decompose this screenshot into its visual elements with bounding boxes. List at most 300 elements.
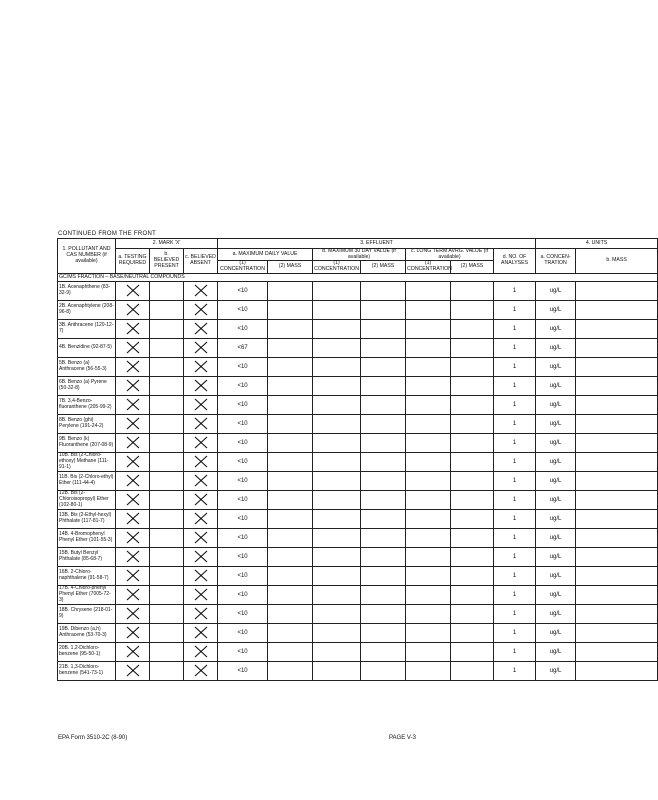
max-daily-concentration: <10	[218, 357, 268, 376]
max-30-mass	[361, 642, 406, 661]
max-30-mass	[361, 661, 406, 680]
number-of-analyses: 1	[494, 623, 536, 642]
number-of-analyses: 1	[494, 452, 536, 471]
number-of-analyses: 1	[494, 376, 536, 395]
believed-absent-cell	[184, 566, 218, 585]
pollutant-table	[57, 238, 658, 681]
conc-header: (1) CONCENTRATION	[218, 261, 268, 273]
testing-required-cell	[116, 547, 150, 566]
max-30-concentration	[313, 376, 361, 395]
max-30-mass	[361, 300, 406, 319]
testing-required-cell	[116, 281, 150, 300]
max-daily-concentration: <10	[218, 547, 268, 566]
max-daily-concentration: <10	[218, 509, 268, 528]
pollutant-name: 2B. Acenaphtylene (208-96-8)	[58, 300, 116, 319]
mass-unit	[576, 414, 658, 433]
table-row	[58, 604, 658, 623]
mark-x-header: 2. MARK 'X'	[116, 239, 218, 249]
number-of-analyses: 1	[494, 319, 536, 338]
long-term-concentration	[406, 376, 451, 395]
long-term-mass	[451, 528, 494, 547]
units-header: 4. UNITS	[536, 239, 658, 249]
x-mark-icon	[117, 455, 148, 468]
mass-unit	[576, 433, 658, 452]
mass-unit	[576, 509, 658, 528]
number-of-analyses: 1	[494, 528, 536, 547]
conc-header: (1) CONCENTRATION	[314, 260, 359, 273]
x-mark-icon	[117, 645, 148, 658]
testing-required-cell	[116, 604, 150, 623]
max-daily-mass	[268, 547, 313, 566]
mass-unit	[576, 623, 658, 642]
table-row	[58, 623, 658, 642]
x-mark-icon	[185, 303, 216, 316]
units-mass-header: b. MASS	[576, 249, 658, 274]
believed-present-header: b. BELIEVED PRESENT	[150, 249, 184, 274]
long-term-concentration	[406, 414, 451, 433]
max-daily-mass	[268, 281, 313, 300]
mass-header: (2) MASS	[451, 261, 494, 273]
number-of-analyses: 1	[494, 566, 536, 585]
believed-absent-cell	[184, 376, 218, 395]
concentration-unit: ug/L	[536, 490, 576, 509]
max-daily-concentration: <10	[218, 585, 268, 604]
believed-absent-cell	[184, 471, 218, 490]
long-term-concentration	[406, 585, 451, 604]
max-30-concentration	[313, 319, 361, 338]
pollutant-name: 18B. Chrysene (218-01-9)	[58, 604, 116, 623]
max-daily-concentration: <10	[218, 452, 268, 471]
long-term-concentration	[406, 471, 451, 490]
concentration-unit: ug/L	[536, 623, 576, 642]
concentration-unit: ug/L	[536, 357, 576, 376]
believed-present-cell	[150, 661, 184, 680]
testing-required-cell	[116, 357, 150, 376]
long-term-concentration	[406, 661, 451, 680]
long-term-mass	[451, 623, 494, 642]
concentration-unit: ug/L	[536, 642, 576, 661]
max-daily-mass	[268, 338, 313, 357]
testing-required-cell	[116, 452, 150, 471]
pollutant-name: 1B. Acenaphthene (83-32-9)	[58, 281, 116, 300]
long-term-concentration	[406, 623, 451, 642]
long-term-mass	[451, 642, 494, 661]
believed-absent-cell	[184, 585, 218, 604]
pollutant-name: 8B. Benzo (ghi) Perylene (191-24-2)	[58, 414, 116, 433]
long-term-concentration	[406, 395, 451, 414]
long-term-mass	[451, 395, 494, 414]
concentration-unit: ug/L	[536, 509, 576, 528]
max-daily-concentration: <10	[218, 300, 268, 319]
long-term-mass	[451, 281, 494, 300]
table-row	[58, 490, 658, 509]
mass-unit	[576, 338, 658, 357]
long-term-concentration	[406, 300, 451, 319]
max-daily-mass	[268, 566, 313, 585]
long-term-concentration	[406, 566, 451, 585]
concentration-unit: ug/L	[536, 452, 576, 471]
believed-absent-cell	[184, 623, 218, 642]
x-mark-icon	[117, 664, 148, 677]
long-term-mass	[451, 604, 494, 623]
pollutant-name: 6B. Benzo (a) Pyrene (50-32-8)	[58, 376, 116, 395]
x-mark-icon	[185, 493, 216, 506]
mass-unit	[576, 319, 658, 338]
long-term-concentration	[406, 528, 451, 547]
x-mark-icon	[117, 360, 148, 373]
max-daily-mass	[268, 319, 313, 338]
long-term-concentration	[406, 452, 451, 471]
long-term-concentration	[406, 338, 451, 357]
max-daily-mass	[268, 661, 313, 680]
max-30-concentration	[313, 281, 361, 300]
believed-absent-cell	[184, 319, 218, 338]
believed-present-cell	[150, 281, 184, 300]
believed-absent-cell	[184, 547, 218, 566]
max-30-mass	[361, 452, 406, 471]
max-daily-mass	[268, 357, 313, 376]
max-daily-concentration: <10	[218, 490, 268, 509]
effluent-header: 3. EFFLUENT	[218, 239, 536, 249]
max-daily-mass	[268, 414, 313, 433]
believed-present-cell	[150, 585, 184, 604]
table-row	[58, 585, 658, 604]
max-daily-mass	[268, 395, 313, 414]
long-term-header: c. LONG TERM AVRG. VALUE (if available)	[406, 249, 494, 261]
long-term-concentration	[406, 642, 451, 661]
long-term-concentration	[406, 319, 451, 338]
pollutant-name: 17B. 4-Chloro-phenyl Phenyl Ether (7005-72-3)	[58, 585, 116, 604]
testing-required-cell	[116, 566, 150, 585]
concentration-unit: ug/L	[536, 566, 576, 585]
max-30-concentration	[313, 566, 361, 585]
long-term-concentration	[406, 281, 451, 300]
believed-absent-cell	[184, 433, 218, 452]
believed-absent-cell	[184, 661, 218, 680]
believed-present-cell	[150, 490, 184, 509]
concentration-unit: ug/L	[536, 338, 576, 357]
believed-absent-cell	[184, 642, 218, 661]
long-term-concentration	[406, 490, 451, 509]
max-daily-mass	[268, 452, 313, 471]
pollutant-name: 11B. Bis (2-Chloro-ethyl) Ether (111-44-4)	[58, 471, 116, 490]
page-number: PAGE V-3	[389, 735, 416, 741]
mass-unit	[576, 395, 658, 414]
max-30-mass	[361, 433, 406, 452]
believed-absent-cell	[184, 452, 218, 471]
mass-unit	[576, 376, 658, 395]
max-daily-mass	[268, 585, 313, 604]
table-row	[58, 281, 658, 300]
number-of-analyses: 1	[494, 490, 536, 509]
x-mark-icon	[117, 550, 148, 563]
concentration-unit: ug/L	[536, 414, 576, 433]
x-mark-icon	[185, 284, 216, 297]
believed-present-cell	[150, 471, 184, 490]
testing-required-cell	[116, 528, 150, 547]
max-daily-concentration: <10	[218, 566, 268, 585]
x-mark-icon	[185, 398, 216, 411]
believed-present-cell	[150, 395, 184, 414]
believed-present-cell	[150, 528, 184, 547]
max-30-mass	[361, 490, 406, 509]
believed-present-cell	[150, 604, 184, 623]
max-daily-mass	[268, 433, 313, 452]
max-daily-concentration: <67	[218, 338, 268, 357]
concentration-unit: ug/L	[536, 395, 576, 414]
max-30-concentration	[313, 528, 361, 547]
max-daily-concentration: <10	[218, 642, 268, 661]
believed-absent-cell	[184, 357, 218, 376]
pollutant-name: 16B. 2-Chloro-naphthalene (91-58-7)	[58, 566, 116, 585]
testing-required-cell	[116, 395, 150, 414]
believed-present-cell	[150, 338, 184, 357]
mass-header: (2) MASS	[268, 261, 313, 273]
x-mark-icon	[185, 379, 216, 392]
concentration-unit: ug/L	[536, 281, 576, 300]
table-row	[58, 452, 658, 471]
believed-absent-cell	[184, 414, 218, 433]
max-30-concentration	[313, 471, 361, 490]
long-term-mass	[451, 338, 494, 357]
pollutant-header: 1. POLLUTANT AND CAS NUMBER (if available)	[58, 239, 116, 274]
believed-present-cell	[150, 642, 184, 661]
long-term-mass	[451, 300, 494, 319]
max-30-concentration	[313, 338, 361, 357]
x-mark-icon	[185, 531, 216, 544]
testing-required-cell	[116, 319, 150, 338]
max-30-concentration	[313, 300, 361, 319]
mass-unit	[576, 547, 658, 566]
x-mark-icon	[185, 569, 216, 582]
x-mark-icon	[117, 417, 148, 430]
number-of-analyses: 1	[494, 338, 536, 357]
concentration-unit: ug/L	[536, 528, 576, 547]
max-30-mass	[361, 281, 406, 300]
long-term-mass	[451, 471, 494, 490]
max-daily-concentration: <10	[218, 433, 268, 452]
units-conc-header: a. CONCEN-TRATION	[536, 249, 576, 274]
concentration-unit: ug/L	[536, 585, 576, 604]
x-mark-icon	[117, 398, 148, 411]
max-daily-mass	[268, 471, 313, 490]
long-term-concentration	[406, 433, 451, 452]
max-daily-concentration: <10	[218, 623, 268, 642]
believed-present-cell	[150, 414, 184, 433]
max-daily-concentration: <10	[218, 319, 268, 338]
believed-absent-cell	[184, 300, 218, 319]
max-daily-mass	[268, 490, 313, 509]
long-term-concentration	[406, 547, 451, 566]
believed-present-cell	[150, 433, 184, 452]
max-30-concentration	[313, 490, 361, 509]
pollutant-name: 21B. 1,3-Dichloro-benzene (541-73-1)	[58, 661, 116, 680]
x-mark-icon	[185, 607, 216, 620]
concentration-unit: ug/L	[536, 547, 576, 566]
mass-unit	[576, 661, 658, 680]
x-mark-icon	[185, 417, 216, 430]
max-30-mass	[361, 585, 406, 604]
x-mark-icon	[117, 512, 148, 525]
number-of-analyses: 1	[494, 547, 536, 566]
number-of-analyses: 1	[494, 414, 536, 433]
number-of-analyses: 1	[494, 585, 536, 604]
concentration-unit: ug/L	[536, 433, 576, 452]
long-term-mass	[451, 433, 494, 452]
pollutant-name: 4B. Benzidine (92-87-5)	[58, 338, 116, 357]
table-row	[58, 528, 658, 547]
max-daily-concentration: <10	[218, 395, 268, 414]
mass-unit	[576, 281, 658, 300]
max-30-concentration	[313, 547, 361, 566]
concentration-unit: ug/L	[536, 661, 576, 680]
max-30-mass	[361, 414, 406, 433]
mass-unit	[576, 566, 658, 585]
max-daily-concentration: <10	[218, 528, 268, 547]
number-of-analyses: 1	[494, 281, 536, 300]
max-30-day-header: b. MAXIMUM 30 DAY VALUE (if available)	[313, 249, 406, 261]
number-of-analyses: 1	[494, 604, 536, 623]
max-daily-mass	[268, 623, 313, 642]
x-mark-icon	[117, 322, 148, 335]
x-mark-icon	[185, 550, 216, 563]
believed-absent-cell	[184, 490, 218, 509]
number-of-analyses: 1	[494, 357, 536, 376]
believed-present-cell	[150, 566, 184, 585]
number-of-analyses: 1	[494, 433, 536, 452]
max-daily-mass	[268, 642, 313, 661]
max-30-mass	[361, 623, 406, 642]
pollutant-rows	[58, 281, 658, 680]
max-30-concentration	[313, 509, 361, 528]
max-daily-mass	[268, 509, 313, 528]
x-mark-icon	[185, 588, 216, 601]
max-daily-concentration: <10	[218, 471, 268, 490]
x-mark-icon	[185, 626, 216, 639]
table-row	[58, 642, 658, 661]
believed-absent-cell	[184, 528, 218, 547]
x-mark-icon	[117, 569, 148, 582]
x-mark-icon	[185, 664, 216, 677]
x-mark-icon	[117, 607, 148, 620]
form-number: EPA Form 3510-2C (8-90)	[58, 735, 128, 741]
x-mark-icon	[185, 360, 216, 373]
long-term-mass	[451, 357, 494, 376]
x-mark-icon	[117, 284, 148, 297]
believed-present-cell	[150, 452, 184, 471]
mass-unit	[576, 642, 658, 661]
table-row	[58, 319, 658, 338]
max-30-concentration	[313, 395, 361, 414]
table-row	[58, 661, 658, 680]
pollutant-name: 3B. Anthracene (120-12-7)	[58, 319, 116, 338]
believed-present-cell	[150, 300, 184, 319]
testing-required-cell	[116, 414, 150, 433]
mass-unit	[576, 471, 658, 490]
max-daily-header: a. MAXIMUM DAILY VALUE	[218, 249, 313, 261]
testing-required-cell	[116, 623, 150, 642]
number-of-analyses: 1	[494, 395, 536, 414]
number-of-analyses: 1	[494, 642, 536, 661]
mass-unit	[576, 585, 658, 604]
table-row	[58, 357, 658, 376]
testing-required-cell	[116, 642, 150, 661]
concentration-unit: ug/L	[536, 300, 576, 319]
max-30-mass	[361, 566, 406, 585]
x-mark-icon	[185, 474, 216, 487]
mass-unit	[576, 452, 658, 471]
long-term-concentration	[406, 357, 451, 376]
believed-present-cell	[150, 357, 184, 376]
x-mark-icon	[185, 455, 216, 468]
pollutant-name: 14B. 4-Bromophenyl Phenyl Ether (101-55-3)	[58, 528, 116, 547]
max-30-concentration	[313, 414, 361, 433]
believed-present-cell	[150, 376, 184, 395]
pollutant-name: 20B. 1,2-Dichloro-benzene (95-50-1)	[58, 642, 116, 661]
max-daily-mass	[268, 528, 313, 547]
pollutant-name: 19B. Dibenzo (a,h) Anthracene (53-70-3)	[58, 623, 116, 642]
x-mark-icon	[117, 379, 148, 392]
max-daily-mass	[268, 376, 313, 395]
number-of-analyses: 1	[494, 300, 536, 319]
x-mark-icon	[117, 341, 148, 354]
table-row	[58, 547, 658, 566]
max-daily-mass	[268, 604, 313, 623]
long-term-mass	[451, 490, 494, 509]
table-row	[58, 414, 658, 433]
max-30-mass	[361, 509, 406, 528]
max-30-concentration	[313, 357, 361, 376]
max-30-mass	[361, 547, 406, 566]
x-mark-icon	[117, 493, 148, 506]
mass-unit	[576, 300, 658, 319]
x-mark-icon	[117, 436, 148, 449]
x-mark-icon	[117, 474, 148, 487]
mass-unit	[576, 604, 658, 623]
concentration-unit: ug/L	[536, 319, 576, 338]
table-row	[58, 300, 658, 319]
concentration-unit: ug/L	[536, 471, 576, 490]
max-daily-concentration: <10	[218, 604, 268, 623]
max-30-concentration	[313, 661, 361, 680]
max-daily-concentration: <10	[218, 376, 268, 395]
x-mark-icon	[185, 322, 216, 335]
pollutant-name: 7B. 3,4-Benzo-fluoranthene (205-99-2)	[58, 395, 116, 414]
testing-required-cell	[116, 300, 150, 319]
max-30-mass	[361, 471, 406, 490]
max-30-mass	[361, 395, 406, 414]
long-term-concentration	[406, 604, 451, 623]
long-term-mass	[451, 319, 494, 338]
x-mark-icon	[185, 512, 216, 525]
table-row	[58, 376, 658, 395]
testing-required-cell	[116, 376, 150, 395]
conc-header: (1) CONCENTRATION	[407, 260, 452, 273]
max-30-mass	[361, 376, 406, 395]
testing-required-cell	[116, 490, 150, 509]
testing-required-cell	[116, 471, 150, 490]
believed-present-cell	[150, 547, 184, 566]
long-term-mass	[451, 509, 494, 528]
pollutant-table-frame	[57, 238, 627, 732]
testing-required-header: a. TESTING REQUIRED	[116, 249, 150, 274]
testing-required-cell	[116, 509, 150, 528]
x-mark-icon	[185, 436, 216, 449]
believed-present-cell	[150, 623, 184, 642]
max-30-concentration	[313, 604, 361, 623]
x-mark-icon	[117, 626, 148, 639]
max-daily-concentration: <10	[218, 661, 268, 680]
